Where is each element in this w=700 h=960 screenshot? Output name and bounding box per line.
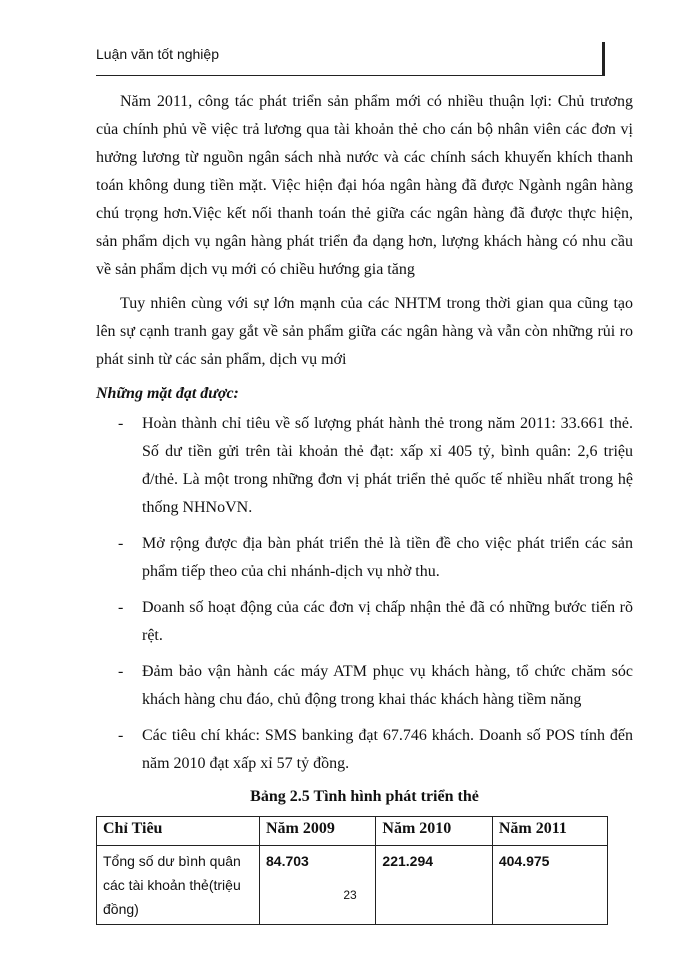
column-header-indicator: Chỉ Tiêu: [97, 817, 260, 846]
list-item: [96, 594, 633, 650]
column-header-2010: Năm 2010: [376, 817, 492, 846]
list-item-text: Doanh số hoạt động của các đơn vị chấp nhận thẻ đã có những bước tiến rõ rệt.: [142, 599, 633, 644]
section-title: Những mặt đạt được:: [96, 385, 239, 402]
paragraph-2: Tuy nhiên cùng với sự lớn mạnh của các NHTM trong thời gian qua cũng tạo lên sự cạnh tranh gay gắt về sản phẩm giữa các ngân hàng và vẫn còn những rủi ro phát sinh từ các sản phẩm, dịch vụ mới: [96, 295, 633, 368]
bullet-dash: -: [118, 535, 124, 552]
header-rule: [96, 75, 605, 76]
cell-2011: 404.975: [492, 846, 607, 925]
bullet-dash: -: [118, 415, 124, 432]
bullet-dash: -: [118, 727, 124, 744]
page-body: [96, 88, 633, 925]
page-number: 23: [343, 888, 357, 902]
paragraph-1: Năm 2011, công tác phát triển sản phẩm mới có nhiều thuận lợi: Chủ trương của chính phủ về việc trả lương qua tài khoản thẻ cho cán bộ nhân viên các đơn vị hưởng lương từ nguồn ngân sách nhà nước và các chính sách khuyến khích thanh toán không dung tiền mặt. Việc hiện đại hóa ngân hàng đã được Ngành ngân hàng chú trọng hơn.Việc kết nối thanh toán thẻ giữa các ngân hàng đã được thực hiện, sản phẩm dịch vụ ngân hàng phát triển đa dạng hơn, lượng khách hàng có nhu cầu về sản phẩm dịch vụ mới có chiều hướng gia tăng: [96, 93, 633, 278]
bullet-dash: -: [118, 599, 124, 616]
list-item: [96, 722, 633, 778]
table-row: [97, 846, 608, 925]
list-item: [96, 530, 633, 586]
list-item: [96, 658, 633, 714]
cell-2010: 221.294: [376, 846, 492, 925]
list-item-text: Đảm bảo vận hành các máy ATM phục vụ khách hàng, tổ chức chăm sóc khách hàng chu đáo, chủ động trong khai thác khách hàng tiềm năng: [142, 663, 633, 708]
table-caption: Bảng 2.5 Tình hình phát triển thẻ: [250, 788, 479, 805]
bullet-dash: -: [118, 663, 124, 680]
running-header: Luận văn tốt nghiệp: [96, 46, 219, 62]
header-vertical-bar: [602, 42, 605, 76]
list-item-text: Mở rộng được địa bàn phát triển thẻ là tiền đề cho việc phát triển các sản phẩm tiếp theo của chi nhánh-dịch vụ nhờ thu.: [142, 535, 633, 580]
row-label: Tổng số dư bình quân các tài khoản thẻ(triệu đồng): [97, 846, 260, 925]
card-development-table: [96, 816, 608, 925]
column-header-2009: Năm 2009: [260, 817, 376, 846]
list-item-text: Hoàn thành chỉ tiêu về số lượng phát hành thẻ trong năm 2011: 33.661 thẻ. Số dư tiền gửi trên tài khoản thẻ đạt: xấp xỉ 405 tỷ, bình quân: 2,6 triệu đ/thẻ. Là một trong những đơn vị phát triển thẻ quốc tế nhiều nhất trong hệ thống NHNoVN.: [142, 415, 633, 516]
achievements-list: [96, 410, 633, 778]
cell-2009: 84.703: [260, 846, 376, 925]
list-item: [96, 410, 633, 522]
column-header-2011: Năm 2011: [492, 817, 607, 846]
list-item-text: Các tiêu chí khác: SMS banking đạt 67.746 khách. Doanh số POS tính đến năm 2010 đạt xấp xỉ 57 tỷ đồng.: [142, 727, 633, 772]
table-header-row: [97, 817, 608, 846]
